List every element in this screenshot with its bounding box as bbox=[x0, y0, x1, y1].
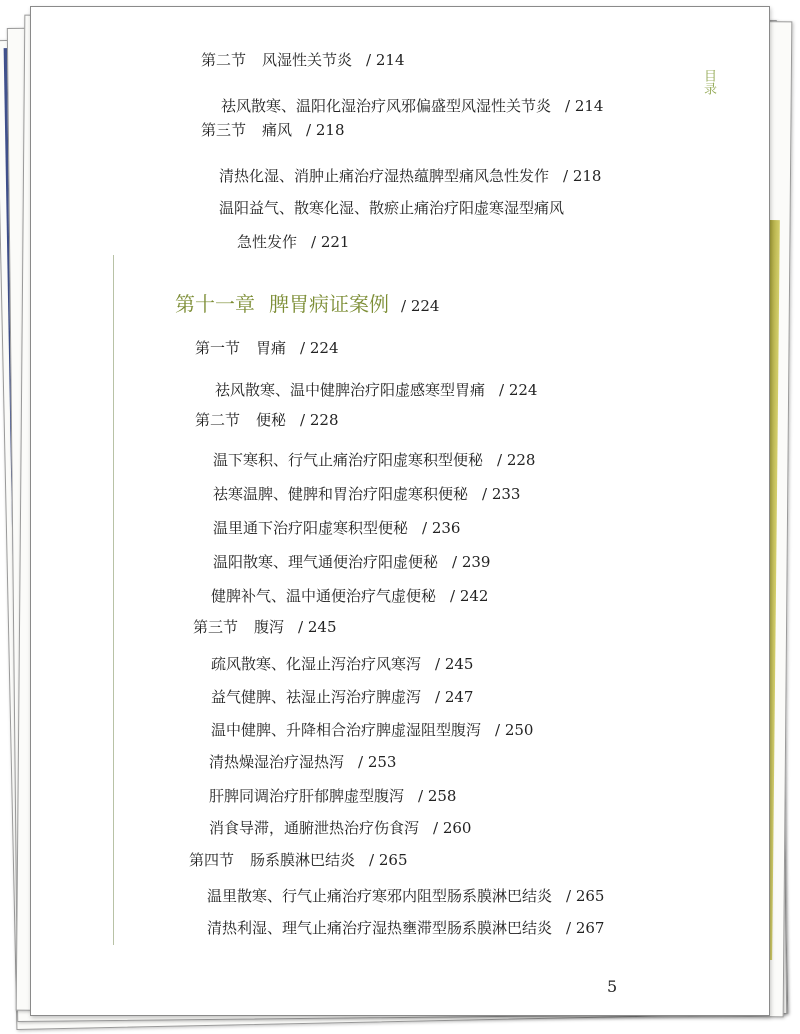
entry-title: 清热化湿、消肿止痛治疗湿热蕴脾型痛风急性发作 bbox=[219, 167, 550, 185]
section-number: 第三节 bbox=[193, 618, 239, 636]
toc-entry-continuation[interactable] bbox=[237, 231, 349, 252]
toc-entry[interactable] bbox=[211, 719, 533, 740]
section-title: 痛风 bbox=[262, 121, 293, 139]
section-tab: 目录 bbox=[701, 69, 716, 95]
page-ref: / 224 bbox=[401, 297, 440, 315]
page-number: 5 bbox=[607, 977, 618, 996]
entry-title: 祛风散寒、温中健脾治疗阳虚感寒型胃痛 bbox=[215, 381, 486, 399]
page-ref: / 245 bbox=[298, 618, 337, 636]
toc-entry[interactable] bbox=[207, 885, 604, 906]
page-ref: / 267 bbox=[566, 919, 605, 937]
section-number: 第四节 bbox=[189, 851, 235, 869]
toc-entry[interactable] bbox=[213, 483, 520, 504]
page-ref: / 228 bbox=[300, 411, 339, 429]
entry-title: 温阳益气、散寒化湿、散瘀止痛治疗阳虚寒湿型痛风 bbox=[219, 199, 565, 217]
entry-title: 健脾补气、温中通便治疗气虚便秘 bbox=[211, 587, 437, 605]
toc-entry[interactable] bbox=[219, 165, 601, 186]
toc-section-entry[interactable] bbox=[195, 409, 338, 430]
toc-section-entry[interactable] bbox=[201, 49, 404, 70]
page-ref: / 214 bbox=[565, 97, 604, 115]
toc-entry[interactable] bbox=[215, 379, 537, 400]
toc-page bbox=[30, 6, 770, 1016]
entry-title: 温下寒积、行气止痛治疗阳虚寒积型便秘 bbox=[213, 451, 484, 469]
page-ref: / 224 bbox=[499, 381, 538, 399]
toc-entry[interactable] bbox=[209, 785, 456, 806]
page-ref: / 242 bbox=[450, 587, 489, 605]
toc-entry[interactable] bbox=[211, 653, 473, 674]
section-number: 第二节 bbox=[201, 51, 247, 69]
toc-entry[interactable] bbox=[213, 449, 535, 470]
page-ref: / 265 bbox=[369, 851, 408, 869]
page-ref: / 221 bbox=[311, 233, 350, 251]
section-title: 腹泻 bbox=[254, 618, 285, 636]
toc-entry[interactable] bbox=[209, 751, 396, 772]
section-number: 第一节 bbox=[195, 339, 241, 357]
page-ref: / 250 bbox=[495, 721, 534, 739]
toc-entry[interactable] bbox=[207, 917, 604, 938]
entry-title: 温阳散寒、理气通便治疗阳虚便秘 bbox=[213, 553, 439, 571]
page-ref: / 233 bbox=[482, 485, 521, 503]
entry-title: 祛寒温脾、健脾和胃治疗阳虚寒积便秘 bbox=[213, 485, 469, 503]
page-ref: / 247 bbox=[435, 688, 474, 706]
page-ref: / 239 bbox=[452, 553, 491, 571]
margin-rule bbox=[113, 255, 114, 945]
toc-entry[interactable] bbox=[211, 686, 473, 707]
section-title: 风湿性关节炎 bbox=[262, 51, 353, 69]
page-ref: / 258 bbox=[418, 787, 457, 805]
entry-title: 清热燥湿治疗湿热泻 bbox=[209, 753, 345, 771]
toc-entry[interactable] bbox=[213, 517, 460, 538]
entry-title: 肝脾同调治疗肝郁脾虚型腹泻 bbox=[209, 787, 405, 805]
toc-section-entry[interactable] bbox=[195, 337, 338, 358]
section-title: 肠系膜淋巴结炎 bbox=[250, 851, 356, 869]
page-ref: / 265 bbox=[566, 887, 605, 905]
section-title: 便秘 bbox=[256, 411, 287, 429]
page-ref: / 260 bbox=[433, 819, 472, 837]
chapter-title: 脾胃病证案例 bbox=[269, 292, 389, 316]
toc-entry[interactable] bbox=[213, 551, 490, 572]
toc-entry[interactable] bbox=[209, 817, 471, 838]
page-ref: / 218 bbox=[306, 121, 345, 139]
toc-section-entry[interactable] bbox=[201, 119, 344, 140]
chapter-number: 第十一章 bbox=[175, 292, 255, 316]
entry-title: 祛风散寒、温阳化湿治疗风邪偏盛型风湿性关节炎 bbox=[221, 97, 552, 115]
toc-section-entry[interactable] bbox=[189, 849, 407, 870]
page-ref: / 218 bbox=[563, 167, 602, 185]
entry-title: 消食导滞，通腑泄热治疗伤食泻 bbox=[209, 819, 420, 837]
page-ref: / 228 bbox=[497, 451, 536, 469]
page-ref: / 224 bbox=[300, 339, 339, 357]
page-ref: / 253 bbox=[358, 753, 397, 771]
section-number: 第三节 bbox=[201, 121, 247, 139]
entry-title: 清热利湿、理气止痛治疗湿热壅滞型肠系膜淋巴结炎 bbox=[207, 919, 553, 937]
page-ref: / 214 bbox=[366, 51, 405, 69]
entry-title: 温里散寒、行气止痛治疗寒邪内阻型肠系膜淋巴结炎 bbox=[207, 887, 553, 905]
toc-entry[interactable] bbox=[219, 197, 578, 218]
toc-entry[interactable] bbox=[221, 95, 603, 116]
toc-entry[interactable] bbox=[211, 585, 488, 606]
entry-title: 益气健脾、祛湿止泻治疗脾虚泻 bbox=[211, 688, 422, 706]
entry-title: 温中健脾、升降相合治疗脾虚湿阻型腹泻 bbox=[211, 721, 482, 739]
entry-title: 温里通下治疗阳虚寒积型便秘 bbox=[213, 519, 409, 537]
chapter-heading[interactable] bbox=[175, 288, 439, 317]
section-title: 胃痛 bbox=[256, 339, 287, 357]
toc-section-entry[interactable] bbox=[193, 616, 336, 637]
page-ref: / 245 bbox=[435, 655, 474, 673]
entry-title: 疏风散寒、化湿止泻治疗风寒泻 bbox=[211, 655, 422, 673]
section-number: 第二节 bbox=[195, 411, 241, 429]
page-ref: / 236 bbox=[422, 519, 461, 537]
entry-title: 急性发作 bbox=[237, 233, 298, 251]
